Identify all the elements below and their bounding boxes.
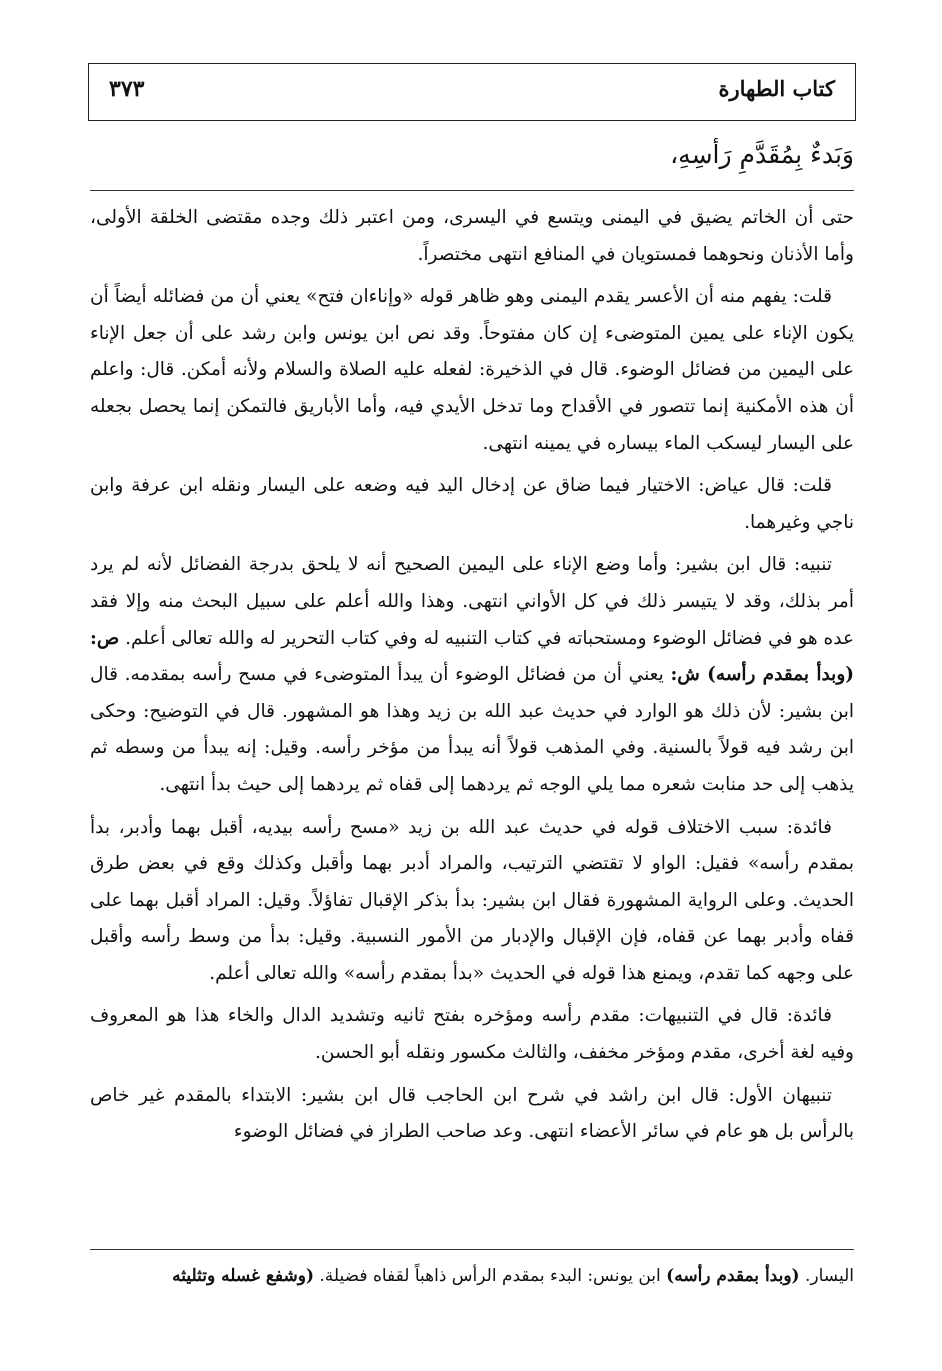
paragraph bbox=[90, 810, 854, 993]
bold-segment: (وبدأ بمقدم رأسه) bbox=[666, 1266, 800, 1286]
paragraph bbox=[90, 998, 854, 1071]
bold-segment: (وشفع غسله وتثليثه bbox=[172, 1266, 314, 1286]
page-header bbox=[88, 63, 856, 121]
text-segment: تنبيهان الأول: قال ابن راشد في شرح ابن الحاجب قال ابن بشير: الابتداء بالمقدم غير خاص بالرأس بل هو عام في سائر الأعضاء انتهى. وعد صاحب الطراز في فضائل الوضوء bbox=[90, 1084, 854, 1143]
book-title: كتاب الطهارة bbox=[718, 76, 835, 101]
text-segment: قلت: قال عياض: الاختيار فيما ضاق عن إدخال اليد فيه وضعه على اليسار ونقله ابن عرفة وابن ناجي وغيرهما. bbox=[90, 475, 854, 533]
paragraph bbox=[90, 200, 854, 273]
text-segment: فائدة: قال في التنبيهات: مقدم رأسه ومؤخره بفتح ثانيه وتشديد الدال والخاء هذا هو المعروف وفيه لغة أخرى، مقدم ومؤخر مخفف، والثالث مكسور ونقله أبو الحسن. bbox=[90, 1005, 854, 1064]
matn-line: وَبَدءٌ بِمُقَدَّمِ رَأسِهِ، bbox=[670, 140, 854, 169]
top-divider bbox=[90, 190, 854, 191]
bold-segment: ص: (وبدأ بمقدم رأسه) ش: bbox=[90, 627, 855, 686]
text-segment: يعني أن من فضائل الوضوء أن يبدأ المتوضىء في مسح رأسه بمقدمه. قال ابن بشير: لأن ذلك هو الوارد في حديث عبد الله بن زيد وهذا هو المشهور. قال في التوضيح: وحكى ابن رشد فيه قولاً بالسنية. وفي المذهب قولاً أنه يبدأ من مؤخر رأسه. وقيل: إنه يبدأ من وسطه ثم يذهب إلى حد منابت شعره مما يلي الوجه ثم يردهما إلى قفاه ثم يردهما إلى حيث بدأ انتهى. bbox=[90, 664, 854, 795]
text-segment: اليسار. bbox=[799, 1266, 854, 1286]
text-segment: فائدة: سبب الاختلاف قوله في حديث عبد الله بن زيد «مسح رأسه بيديه، أقبل بهما وأدبر، بدأ بمقدم رأسه» فقيل: الواو لا تقتضي الترتيب، والمراد أدبر بهما وأقبل وكذلك وقع في بعض طرق الحديث. وعلى الرواية المشهورة فقال ابن بشير: بدأ بذكر الإقبال تفاؤلاً. وقيل: المراد أقبل بهما على قفاه وأدبر بهما عن قفاه، فإن الإقبال والإدبار من الأمور النسبية. وقيل: بدأ من وسط رأسه وأقبل على وجهه كما تقدم، ويمنع هذا قوله في الحديث «بدأ بمقدم رأسه» والله تعالى أعلم. bbox=[90, 816, 854, 984]
commentary-body bbox=[90, 200, 854, 1157]
footnote-text bbox=[90, 1261, 854, 1291]
paragraph bbox=[90, 468, 854, 541]
paragraph bbox=[90, 1078, 854, 1151]
text-segment: قلت: يفهم منه أن الأعسر يقدم اليمنى وهو ظاهر قوله «وإناءان فتح» يعني أن من فضائله أيضاً أن يكون الإناء على يمين المتوضىء إن كان مفتوحاً. وقد نص ابن يونس وابن رشد على أن جعل الإناء على اليمين من فضائل الوضوء. قال في الذخيرة: لفعله عليه الصلاة والسلام ولأنه أمكن. قال: واعلم أن هذه الأمكنية إنما تتصور في الأقداح وما تدخل الأيدي فيه، وأما الأباريق فالتمكن إنما يحصل بجعله على اليسار ليسكب الماء بيساره في يمينه انتهى. bbox=[90, 286, 854, 454]
paragraph bbox=[90, 547, 854, 803]
paragraph bbox=[90, 279, 854, 462]
page-number: ٣٧٣ bbox=[109, 76, 145, 102]
text-segment: ابن يونس: البدء بمقدم الرأس ذاهباً لقفاه فضيلة. bbox=[314, 1266, 667, 1286]
text-segment: تنبيه: قال ابن بشير: وأما وضع الإناء على اليمين الصحيح أنه لا يلحق بدرجة الفضائل لأنه لم يرد أمر بذلك، وقد لا يتيسر ذلك في كل الأواني انتهى. وهذا والله أعلم على سبيل البحث منه وإلا فقد عده هو في فضائل الوضوء ومستحباته في كتاب التنبيه له وفي كتاب التحرير له والله تعالى أعلم. bbox=[90, 554, 854, 649]
footnote-divider bbox=[90, 1249, 854, 1250]
text-segment: حتى أن الخاتم يضيق في اليمنى ويتسع في اليسرى، ومن اعتبر ذلك وجده مقتضى الخلقة الأولى، وأما الأذنان ونحوهما فمستويان في المنافع انتهى مختصراً. bbox=[90, 207, 854, 265]
